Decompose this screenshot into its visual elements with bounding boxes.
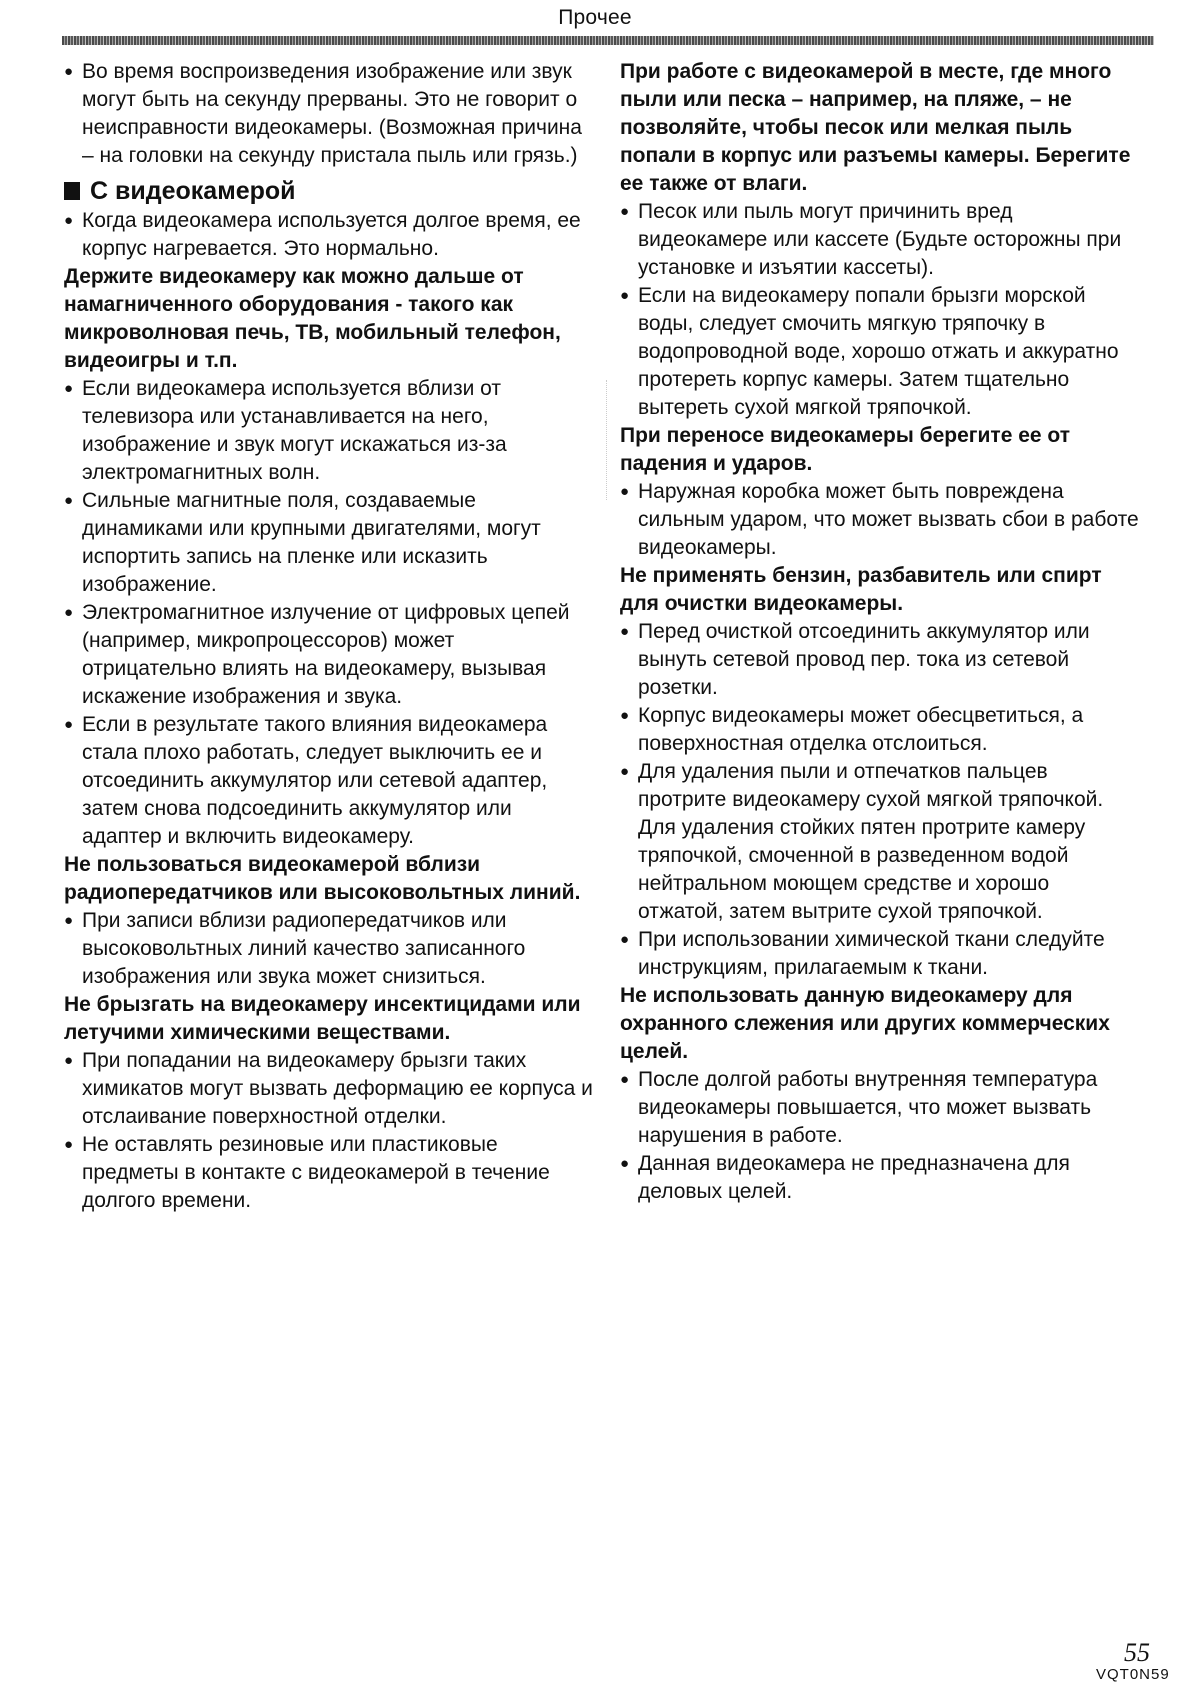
bullet-chemcloth: ● При использовании химической ткани следуйте инструкциям, прилагаемым к ткани. xyxy=(620,926,1140,982)
section-title-text: С видеокамерой xyxy=(90,177,296,205)
bullet-rubber: ● Не оставлять резиновые или пластиковые предметы в контакте с видеокамерой в течение долгого времени. xyxy=(64,1131,594,1215)
section-title xyxy=(64,175,594,207)
black-square-icon xyxy=(64,182,80,200)
bullet-discolor: ● Корпус видеокамеры может обесцветиться, а поверхностная отделка отслоиться. xyxy=(620,702,1140,758)
document-code: VQT0N59 xyxy=(1096,1666,1170,1683)
bullet-insect: ● При попадании на видеокамеру брызги таких химикатов могут вызвать деформацию ее корпуса и отслаивание поверхностной отделки. xyxy=(64,1047,594,1131)
section-header: Прочее xyxy=(558,6,632,29)
heading-commercial: Не использовать данную видеокамеру для охранного слежения или других коммерческих целей. xyxy=(620,984,1110,1063)
bullet-business: ● Данная видеокамера не предназначена для деловых целей. xyxy=(620,1150,1140,1206)
page-number: 55 xyxy=(1124,1638,1150,1667)
column-divider xyxy=(606,380,607,500)
left-column xyxy=(64,58,594,1215)
bullet-heat: ● Когда видеокамера используется долгое время, ее корпус нагревается. Это нормально. xyxy=(64,207,594,263)
bullet-temp: ● После долгой работы внутренняя температура видеокамеры повышается, что может вызвать нарушения в работе. xyxy=(620,1066,1140,1150)
bullet-tv: ● Если видеокамера используется вблизи от телевизора или устанавливается на него, изображение и звук могут искажаться из-за электромагнитных волн. xyxy=(64,375,594,487)
heading-carry: При переносе видеокамеры берегите ее от падения и ударов. xyxy=(620,424,1071,475)
bullet-carry: ● Наружная коробка может быть повреждена сильным ударом, что может вызвать сбои в работе видеокамеры. xyxy=(620,478,1140,562)
heading-magnet: Держите видеокамеру как можно дальше от намагниченного оборудования - такого как микроволновая печь, ТВ, мобильный телефон, видеоигры и т.п. xyxy=(64,265,561,372)
bullet-sand: ● Песок или пыль могут причинить вред видеокамере или кассете (Будьте осторожны при установке и изъятии кассеты). xyxy=(620,198,1140,282)
heading-sand: При работе с видеокамерой в месте, где много пыли или песка – например, на пляже, – не позволяйте, чтобы песок или мелкая пыль попали в корпус или разъемы камеры. Берегите ее также от влаги. xyxy=(620,60,1131,195)
bullet-seawater: ● Если на видеокамеру попали брызги морской воды, следует смочить мягкую тряпочку в водопроводной воде, хорошо отжать и аккуратно протереть корпус камеры. Затем тщательно вытереть сухой мягкой тряпочкой. xyxy=(620,282,1140,422)
bullet-clean: ● Для удаления пыли и отпечатков пальцев протрите видеокамеру сухой мягкой тряпочкой. Для удаления стойких пятен протрите камеру тряпочкой, смоченной в разведенном водой нейтральном моющем средстве и хорошо отжатой, затем вытрите сухой тряпочкой. xyxy=(620,758,1140,926)
bullet-fields: ● Сильные магнитные поля, создаваемые динамиками или крупными двигателями, могут испортить запись на пленке или исказить изображение. xyxy=(64,487,594,599)
bullet-intro: ● Во время воспроизведения изображение или звук могут быть на секунду прерваны. Это не говорит о неисправности видеокамеры. (Возможная причина – на головки на секунду пристала пыль или грязь.) xyxy=(64,58,594,170)
heading-insect: Не брызгать на видеокамеру инсектицидами или летучими химическими веществами. xyxy=(64,993,581,1044)
bullet-emission: ● Электромагнитное излучение от цифровых цепей (например, микропроцессоров) может отрицательно влиять на видеокамеру, вызывая искажение изображения и звука. xyxy=(64,599,594,711)
heading-radio: Не пользоваться видеокамерой вблизи радиопередатчиков или высоковольтных линий. xyxy=(64,853,581,904)
right-column xyxy=(620,58,1140,1206)
bullet-disconnect: ● Перед очисткой отсоединить аккумулятор или вынуть сетевой провод пер. тока из сетевой розетки. xyxy=(620,618,1140,702)
header-bar xyxy=(62,36,1154,45)
heading-solvent: Не применять бензин, разбавитель или спирт для очистки видеокамеры. xyxy=(620,564,1102,615)
bullet-restart: ● Если в результате такого влияния видеокамера стала плохо работать, следует выключить ее и отсоединить аккумулятор или сетевой адаптер, затем снова подсоединить аккумулятор или адаптер и включить видеокамеру. xyxy=(64,711,594,851)
bullet-radio: ● При записи вблизи радиопередатчиков или высоковольтных линий качество записанного изображения или звука может снизиться. xyxy=(64,907,594,991)
